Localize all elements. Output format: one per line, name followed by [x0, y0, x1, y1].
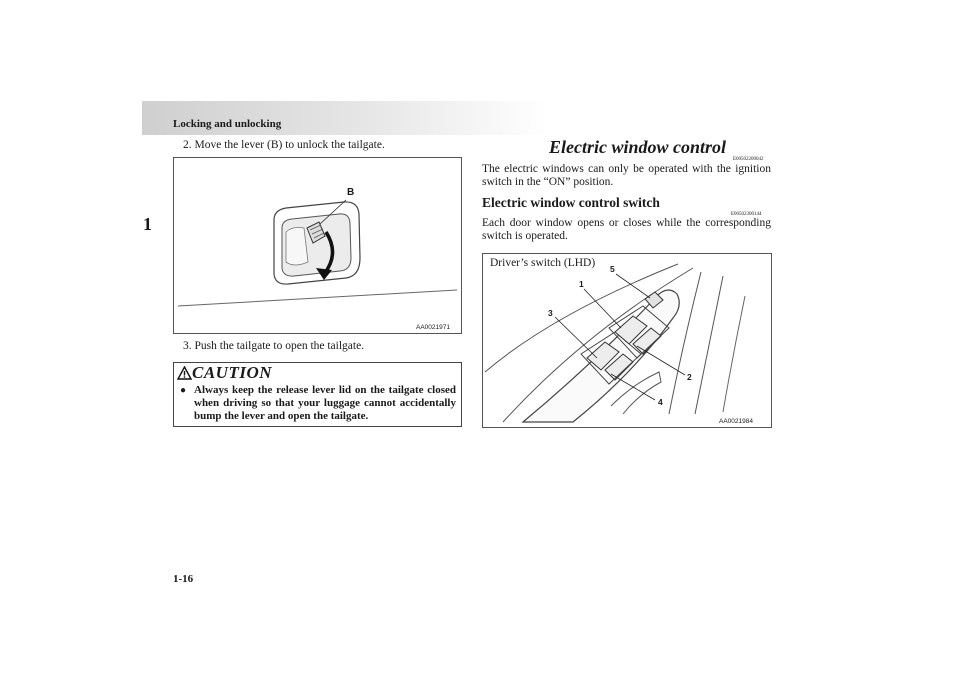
caution-body: Always keep the release lever lid on the tailgate closed when driving so that your luggage cannot accidentally bump the lever and open the tailgate. [194, 384, 456, 422]
figure-code: AA0021971 [416, 324, 450, 331]
warning-triangle-icon [177, 366, 192, 380]
caution-text [180, 384, 456, 423]
caution-title: CAUTION [192, 363, 273, 382]
page-number: 1-16 [173, 573, 194, 585]
callout-1: 1 [579, 279, 584, 289]
callout-3: 3 [548, 308, 553, 318]
callout-4: 4 [658, 397, 663, 407]
step-3-text: 3. Push the tailgate to open the tailgate. [183, 340, 365, 352]
figure-code-2: AA0021984 [719, 418, 753, 425]
window-switch-illustration [483, 254, 771, 427]
heading-ref-code: E00502200042 [733, 157, 764, 162]
tailgate-lever-figure [173, 157, 462, 334]
subheading-ref-code: E00502300144 [731, 212, 762, 217]
caution-box [173, 362, 462, 427]
section-heading: Electric window control [549, 137, 727, 157]
step-2-text: 2. Move the lever (B) to unlock the tailgate. [183, 139, 385, 151]
window-switch-figure [482, 253, 772, 428]
callout-2: 2 [687, 372, 692, 382]
intro-paragraph: The electric windows can only be operated with the ignition switch in the “ON” position. [482, 163, 771, 188]
caution-bullet: ● [180, 385, 187, 396]
callout-b: B [347, 187, 355, 198]
figure-caption: Driver’s switch (LHD) [490, 257, 596, 269]
subsection-heading: Electric window control switch [482, 195, 660, 210]
section-title: Locking and unlocking [173, 118, 282, 130]
body-paragraph: Each door window opens or closes while the corresponding switch is operated. [482, 217, 771, 242]
chapter-number: 1 [143, 214, 152, 234]
tailgate-lever-illustration [174, 158, 461, 333]
callout-5: 5 [610, 264, 615, 274]
